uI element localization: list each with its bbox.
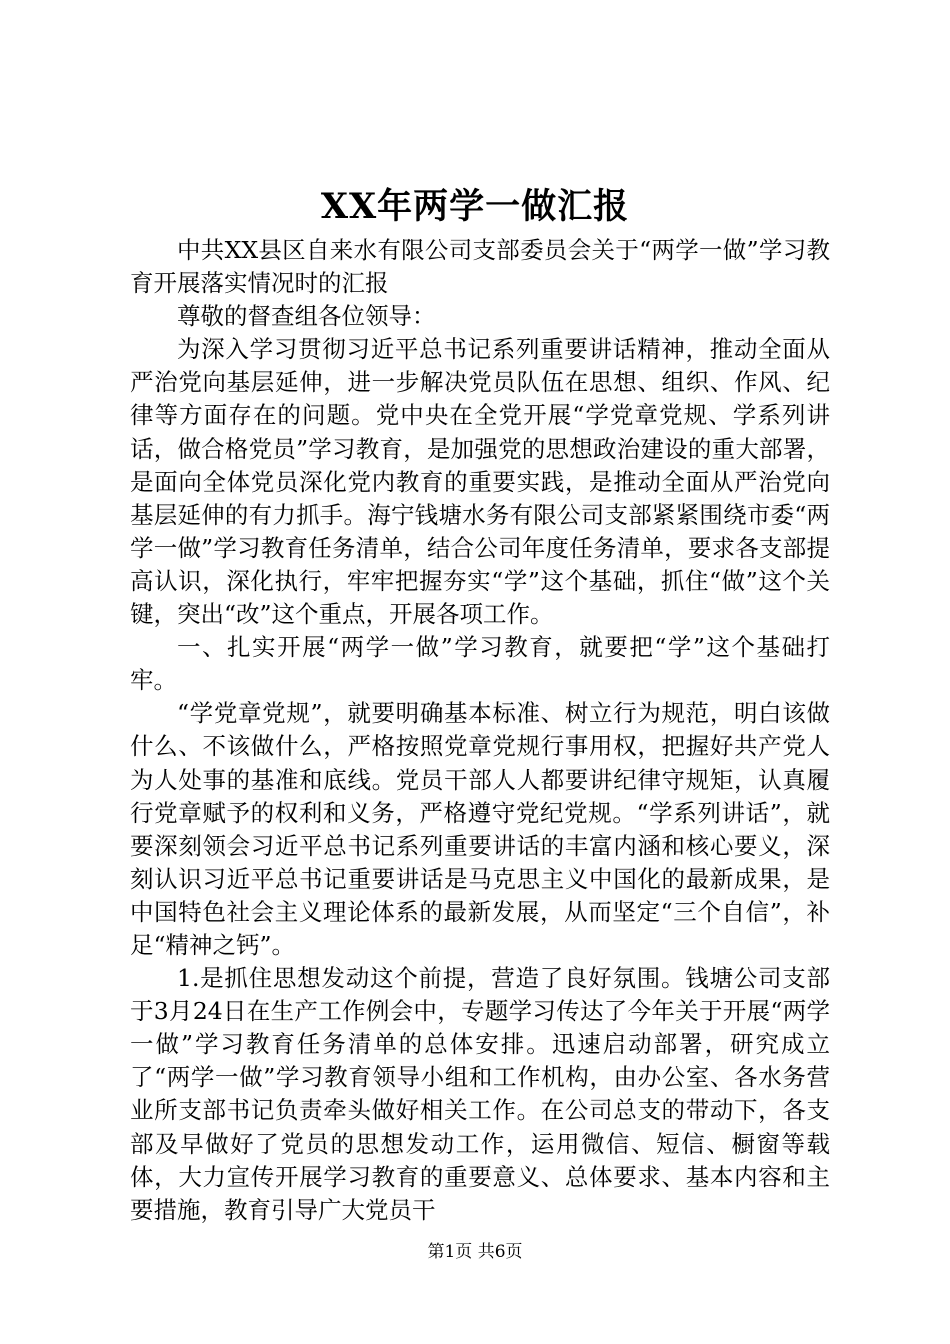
paragraph-intro: 为深入学习贯彻习近平总书记系列重要讲话精神，推动全面从严治党向基层延伸，进一步解决党员队伍在思想、组织、作风、纪律等方面存在的问题。党中央在全党开展“学党章党规、学系列讲话，做合格党员”学习教育，是加强党的思想政治建设的重大部署，是面向全体党员深化党内教育的重要实践，是推动全面从严治党向基层延伸的有力抓手。海宁钱塘水务有限公司支部紧紧围绕市委“两学一做”学习教育任务清单，结合公司年度任务清单，要求各支部提高认识，深化执行，牢牢把握夯实“学”这个基础，抓住“做”这个关键，突出“改”这个重点，开展各项工作。 bbox=[130, 335, 830, 629]
paragraph-section-one: 一、扎实开展“两学一做”学习教育，就要把“学”这个基础打牢。 bbox=[130, 633, 830, 695]
paragraph-salutation: 尊敬的督查组各位领导： bbox=[177, 302, 436, 331]
paragraph-study-rules: “学党章党规”，就要明确基本标准、树立行为规范，明白该做什么、不该做什么，严格按照党章党规行事用权，把握好共产党人为人处事的基准和底线。党员干部人人都要讲纪律守规矩，认真履行党章赋予的权利和义务，严格遵守党纪党规。“学系列讲话”，就要深刻领会习近平总书记系列重要讲话的丰富内涵和核心要义，深刻认识习近平总书记重要讲话是马克思主义中国化的最新成果，是中国特色社会主义理论体系的最新发展，从而坚定“三个自信”，补足“精神之钙”。 bbox=[130, 699, 830, 959]
paragraph-point-one: 1.是抓住思想发动这个前提，营造了良好氛围。钱塘公司支部于3月24日在生产工作例会中，专题学习传达了今年关于开展“两学一做”学习教育任务清单的总体安排。迅速启动部署，研究成立了“两学一做”学习教育领导小组和工作机构，由办公室、各水务营业所支部书记负责牵头做好相关工作。在公司总支的带动下，各支部及早做好了党员的思想发动工作，运用微信、短信、橱窗等载体，大力宣传开展学习教育的重要意义、总体要求、基本内容和主要措施，教育引导广大党员干 bbox=[130, 964, 830, 1224]
document-title: XX年两学一做汇报 bbox=[320, 186, 630, 227]
paragraph-heading-line: 中共XX县区自来水有限公司支部委员会关于“两学一做”学习教育开展落实情况时的汇报 bbox=[130, 236, 830, 298]
page-footer: 第1页 共6页 bbox=[427, 1242, 523, 1262]
document-body bbox=[130, 234, 830, 1227]
